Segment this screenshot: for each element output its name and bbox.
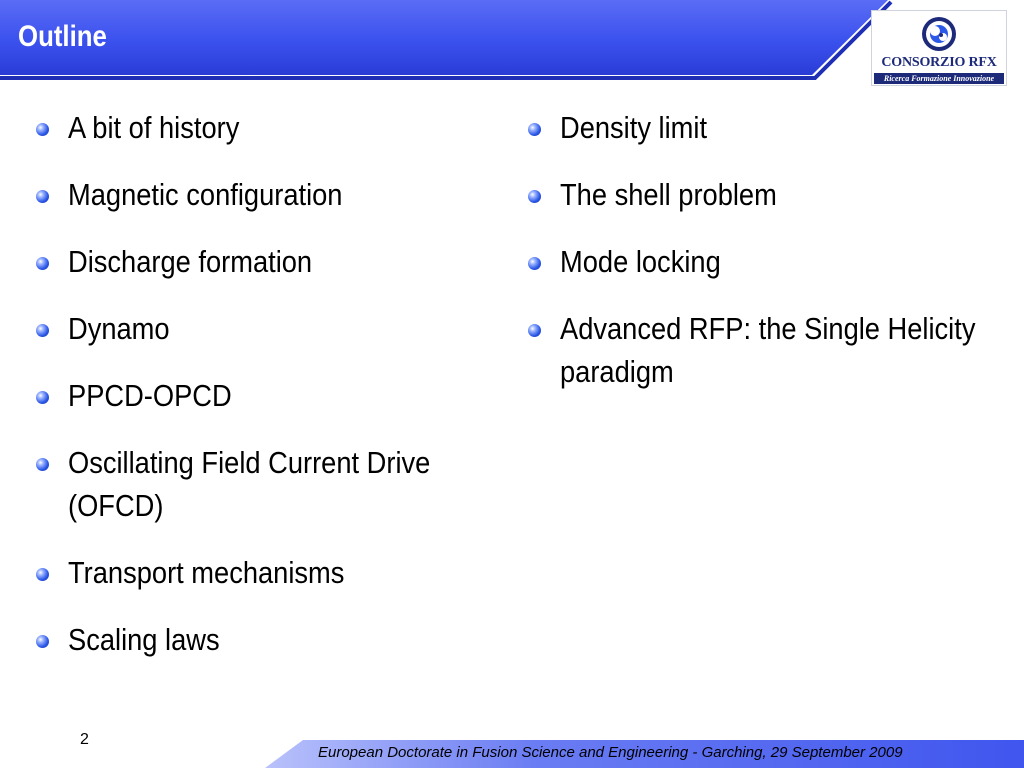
logo-name: CONSORZIO RFX — [881, 55, 997, 70]
bullet-icon — [528, 123, 541, 136]
bullet-icon — [36, 391, 49, 404]
bullet-icon — [528, 190, 541, 203]
page-number: 2 — [80, 731, 89, 748]
outline-item: A bit of history — [36, 106, 476, 149]
bullet-icon — [36, 568, 49, 581]
outline-item: Advanced RFP: the Single Helicity paradigm — [528, 307, 988, 393]
rfx-swirl-icon — [917, 13, 961, 55]
outline-right-column — [528, 106, 988, 417]
consorzio-rfx-logo — [871, 10, 1007, 86]
outline-item: Discharge formation — [36, 240, 476, 283]
slide-title: Outline — [18, 20, 107, 53]
bullet-icon — [36, 190, 49, 203]
outline-item: Density limit — [528, 106, 988, 149]
outline-item: Dynamo — [36, 307, 476, 350]
bullet-icon — [36, 458, 49, 471]
bullet-icon — [528, 324, 541, 337]
outline-item: Mode locking — [528, 240, 988, 283]
outline-item: Transport mechanisms — [36, 551, 476, 594]
bullet-icon — [36, 324, 49, 337]
bullet-icon — [36, 635, 49, 648]
footer-text: European Doctorate in Fusion Science and Engineering - Garching, 29 September 2009 — [318, 744, 903, 761]
outline-item: PPCD-OPCD — [36, 374, 476, 417]
bullet-icon — [36, 123, 49, 136]
bullet-icon — [36, 257, 49, 270]
logo-tagline: Ricerca Formazione Innovazione — [874, 73, 1004, 84]
outline-item: Oscillating Field Current Drive (OFCD) — [36, 441, 476, 527]
outline-item: The shell problem — [528, 173, 988, 216]
bullet-icon — [528, 257, 541, 270]
outline-left-column — [36, 106, 476, 685]
outline-item: Magnetic configuration — [36, 173, 476, 216]
outline-item: Scaling laws — [36, 618, 476, 661]
